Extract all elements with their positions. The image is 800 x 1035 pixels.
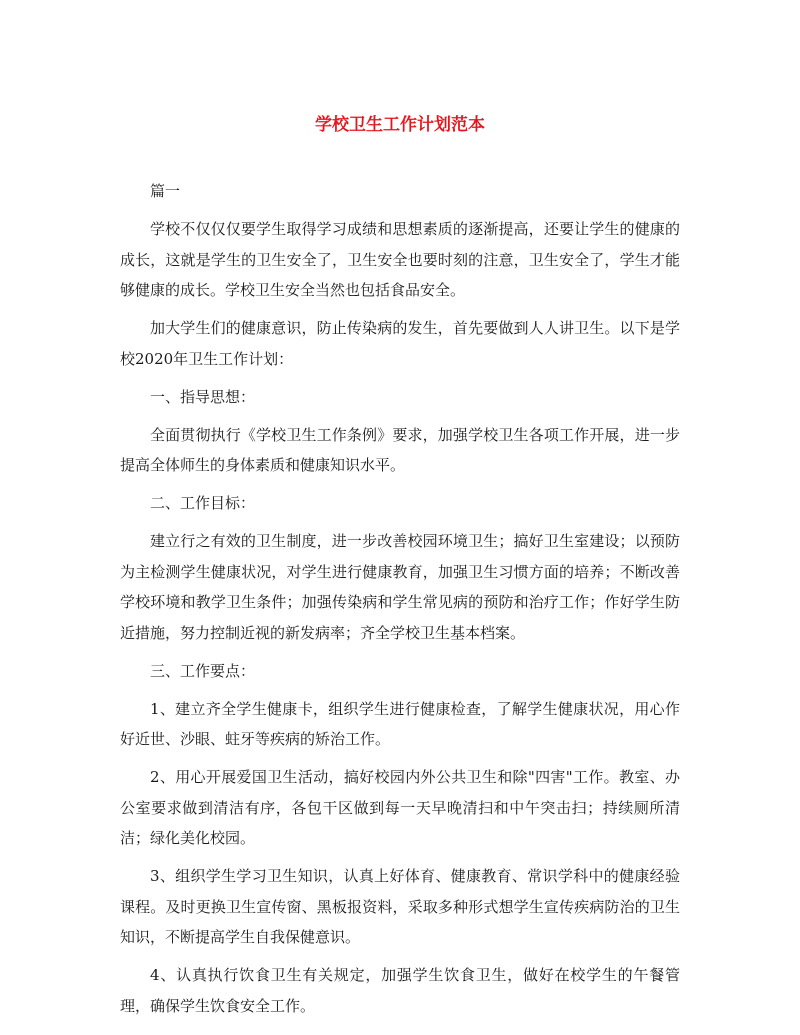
intro-paragraph-2: 加大学生们的健康意识，防止传染病的发生，首先要做到人人讲卫生。以下是学校2020年卫生工作计划： (120, 319, 680, 368)
work-point-3: 3、组织学生学习卫生知识，认真上好体育、健康教育、常识学科中的健康经验课程。及时更换卫生宣传窗、黑板报资料，采取多种形式想学生宣传疾病防治的卫生知识，不断提高学生自我保健意识。 (120, 867, 680, 946)
work-point-4: 4、认真执行饮食卫生有关规定，加强学生饮食卫生，做好在校学生的午餐管理，确保学生饮食安全工作。 (120, 966, 680, 1015)
document-title: 学校卫生工作计划范本 (315, 115, 485, 135)
section-label: 篇一 (150, 182, 181, 200)
work-point-1: 1、建立齐全学生健康卡，组织学生进行健康检查，了解学生健康状况，用心作好近世、沙眼、蛀牙等疾病的矫治工作。 (120, 699, 680, 748)
document-body (120, 176, 680, 1029)
paragraph-guiding-ideology: 全面贯彻执行《学校卫生工作条例》要求，加强学校卫生各项工作开展，进一步提高全体师生的身体素质和健康知识水平。 (120, 425, 680, 474)
paragraph-work-goals: 建立行之有效的卫生制度，进一步改善校园环境卫生；搞好卫生室建设；以预防为主检测学生健康状况，对学生进行健康教育，加强卫生习惯方面的培养；不断改善学校环境和教学卫生条件；加强传染病和学生常见病的预防和治疗工作；作好学生防近措施，努力控制近视的新发病率；齐全学校卫生基本档案。 (120, 532, 680, 642)
heading-guiding-ideology: 一、指导思想： (150, 387, 256, 406)
intro-paragraph: 学校不仅仅仅要学生取得学习成绩和思想素质的逐渐提高，还要让学生的健康的成长，这就是学生的卫生安全了，卫生安全也要时刻的注意，卫生安全了，学生才能够健康的成长。学校卫生安全当然也包括食品安全。 (120, 220, 680, 299)
heading-work-goals: 二、工作目标： (150, 494, 256, 512)
heading-work-points: 三、工作要点： (150, 661, 256, 680)
work-point-2: 2、用心开展爱国卫生活动，搞好校园内外公共卫生和除"四害"工作。教室、办公室要求做到清洁有序，各包干区做到每一天早晚清扫和中午突击扫；持续厕所清洁；绿化美化校园。 (120, 768, 680, 847)
